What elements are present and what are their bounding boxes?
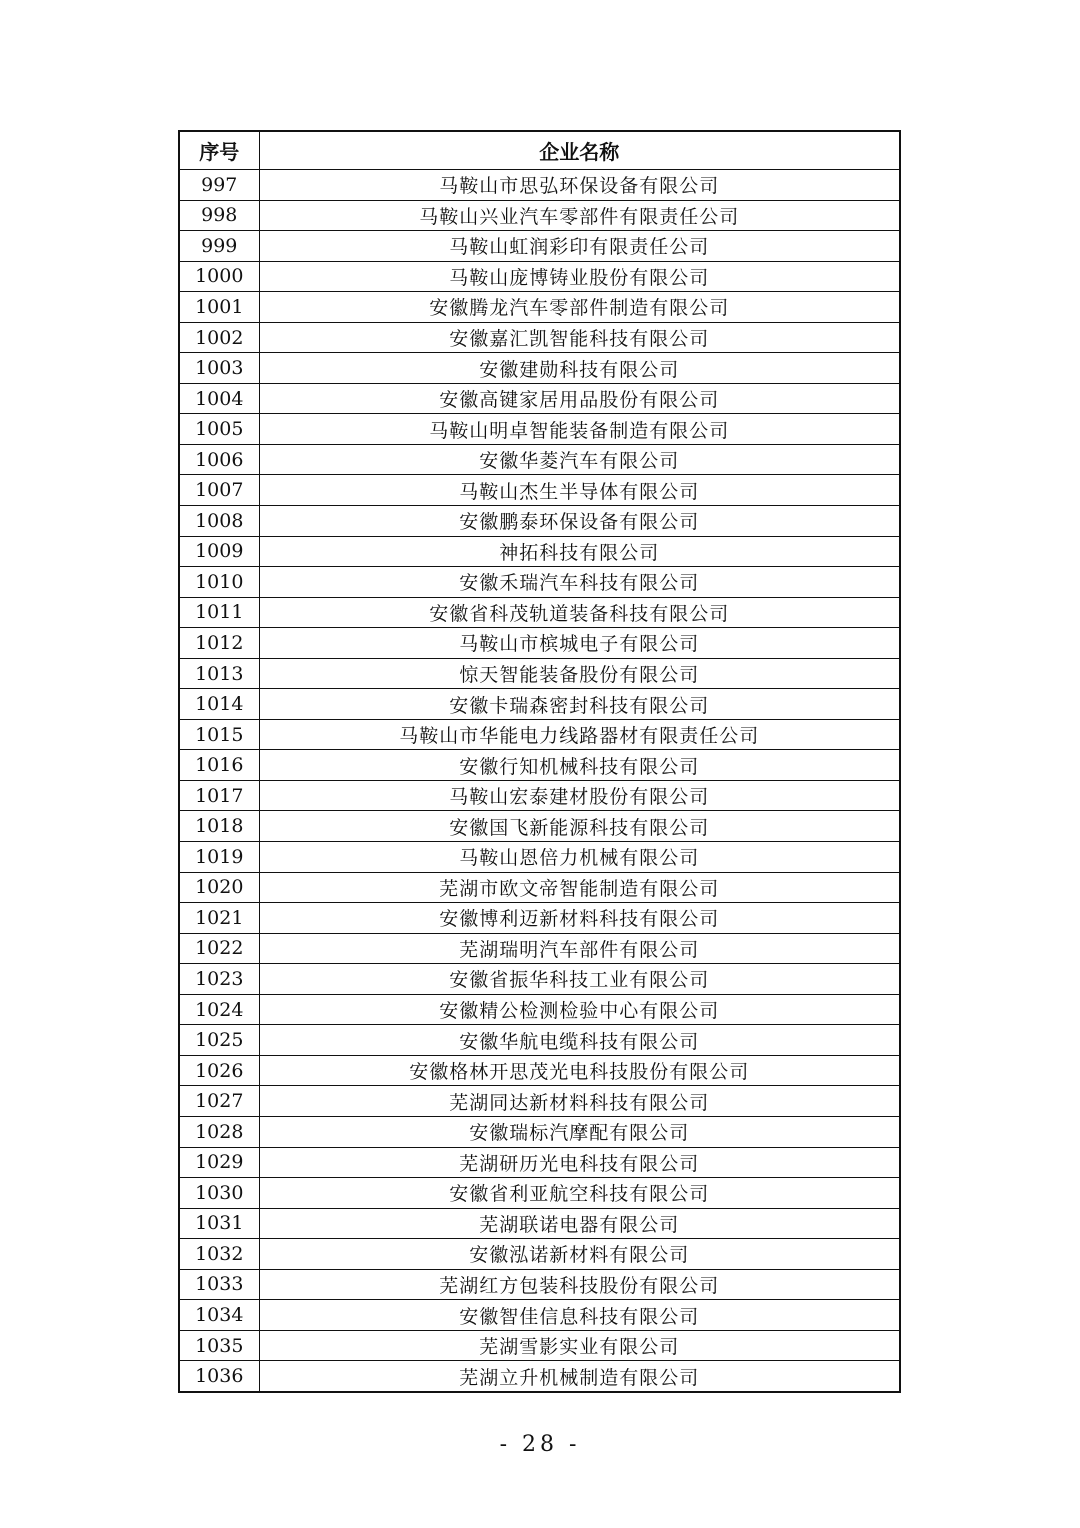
row-enterprise-name: 芜湖联诺电器有限公司 bbox=[259, 1208, 900, 1239]
row-enterprise-name: 芜湖瑞明汽车部件有限公司 bbox=[259, 933, 900, 964]
row-number: 1007 bbox=[179, 475, 259, 506]
row-enterprise-name: 芜湖雪影实业有限公司 bbox=[259, 1330, 900, 1361]
table-row bbox=[179, 200, 900, 231]
table-header-row bbox=[179, 131, 900, 170]
table-row bbox=[179, 994, 900, 1025]
row-number: 1025 bbox=[179, 1025, 259, 1056]
row-number: 999 bbox=[179, 231, 259, 262]
row-number: 1035 bbox=[179, 1330, 259, 1361]
row-number: 1034 bbox=[179, 1300, 259, 1331]
table-row bbox=[179, 842, 900, 873]
table-row bbox=[179, 1300, 900, 1331]
row-enterprise-name: 芜湖立升机械制造有限公司 bbox=[259, 1361, 900, 1392]
table-row bbox=[179, 414, 900, 445]
row-enterprise-name: 安徽禾瑞汽车科技有限公司 bbox=[259, 567, 900, 598]
row-number: 1017 bbox=[179, 780, 259, 811]
row-number: 1013 bbox=[179, 658, 259, 689]
row-number: 1028 bbox=[179, 1116, 259, 1147]
row-number: 1012 bbox=[179, 628, 259, 659]
row-enterprise-name: 马鞍山恩倍力机械有限公司 bbox=[259, 842, 900, 873]
row-number: 1009 bbox=[179, 536, 259, 567]
row-enterprise-name: 安徽格林开思茂光电科技股份有限公司 bbox=[259, 1055, 900, 1086]
row-number: 1016 bbox=[179, 750, 259, 781]
row-number: 1014 bbox=[179, 689, 259, 720]
row-enterprise-name: 安徽嘉汇凯智能科技有限公司 bbox=[259, 322, 900, 353]
row-enterprise-name: 安徽高键家居用品股份有限公司 bbox=[259, 383, 900, 414]
row-enterprise-name: 安徽博利迈新材料科技有限公司 bbox=[259, 903, 900, 934]
row-number: 1026 bbox=[179, 1055, 259, 1086]
row-enterprise-name: 芜湖研历光电科技有限公司 bbox=[259, 1147, 900, 1178]
row-number: 1005 bbox=[179, 414, 259, 445]
table-row bbox=[179, 1116, 900, 1147]
table-row bbox=[179, 750, 900, 781]
table-row bbox=[179, 658, 900, 689]
table-row bbox=[179, 567, 900, 598]
enterprise-table bbox=[178, 130, 901, 1393]
row-enterprise-name: 马鞍山明卓智能装备制造有限公司 bbox=[259, 414, 900, 445]
header-number: 序号 bbox=[179, 131, 259, 170]
row-number: 1018 bbox=[179, 811, 259, 842]
table-row bbox=[179, 1025, 900, 1056]
row-enterprise-name: 安徽瑞标汽摩配有限公司 bbox=[259, 1116, 900, 1147]
row-number: 1033 bbox=[179, 1269, 259, 1300]
row-enterprise-name: 安徽泓诺新材料有限公司 bbox=[259, 1239, 900, 1270]
table-row bbox=[179, 628, 900, 659]
row-number: 1019 bbox=[179, 842, 259, 873]
table-row bbox=[179, 170, 900, 201]
row-enterprise-name: 芜湖市欧文帝智能制造有限公司 bbox=[259, 872, 900, 903]
table-row bbox=[179, 1239, 900, 1270]
row-enterprise-name: 神拓科技有限公司 bbox=[259, 536, 900, 567]
row-enterprise-name: 马鞍山兴业汽车零部件有限责任公司 bbox=[259, 200, 900, 231]
table-row bbox=[179, 1178, 900, 1209]
row-enterprise-name: 马鞍山市思弘环保设备有限公司 bbox=[259, 170, 900, 201]
table-row bbox=[179, 231, 900, 262]
row-enterprise-name: 安徽省振华科技工业有限公司 bbox=[259, 964, 900, 995]
row-number: 1010 bbox=[179, 567, 259, 598]
table-row bbox=[179, 1147, 900, 1178]
table-row bbox=[179, 353, 900, 384]
row-enterprise-name: 马鞍山虹润彩印有限责任公司 bbox=[259, 231, 900, 262]
table-row bbox=[179, 719, 900, 750]
row-number: 1002 bbox=[179, 322, 259, 353]
row-enterprise-name: 安徽智佳信息科技有限公司 bbox=[259, 1300, 900, 1331]
table-row bbox=[179, 444, 900, 475]
row-number: 1032 bbox=[179, 1239, 259, 1270]
table-row bbox=[179, 506, 900, 537]
row-enterprise-name: 安徽建勋科技有限公司 bbox=[259, 353, 900, 384]
row-number: 1022 bbox=[179, 933, 259, 964]
row-number: 1036 bbox=[179, 1361, 259, 1392]
row-number: 1030 bbox=[179, 1178, 259, 1209]
table-row bbox=[179, 597, 900, 628]
header-enterprise-name: 企业名称 bbox=[259, 131, 900, 170]
table-row bbox=[179, 872, 900, 903]
table-row bbox=[179, 536, 900, 567]
row-number: 1023 bbox=[179, 964, 259, 995]
row-enterprise-name: 马鞍山市槟城电子有限公司 bbox=[259, 628, 900, 659]
row-enterprise-name: 安徽鹏泰环保设备有限公司 bbox=[259, 506, 900, 537]
table-body bbox=[179, 170, 900, 1392]
table-row bbox=[179, 933, 900, 964]
row-number: 1001 bbox=[179, 292, 259, 323]
row-number: 1011 bbox=[179, 597, 259, 628]
table-row bbox=[179, 780, 900, 811]
table-row bbox=[179, 383, 900, 414]
table-row bbox=[179, 1086, 900, 1117]
row-enterprise-name: 芜湖红方包装科技股份有限公司 bbox=[259, 1269, 900, 1300]
table-row bbox=[179, 292, 900, 323]
row-enterprise-name: 安徽国飞新能源科技有限公司 bbox=[259, 811, 900, 842]
row-enterprise-name: 安徽华菱汽车有限公司 bbox=[259, 444, 900, 475]
row-enterprise-name: 芜湖同达新材料科技有限公司 bbox=[259, 1086, 900, 1117]
row-number: 1031 bbox=[179, 1208, 259, 1239]
row-enterprise-name: 惊天智能装备股份有限公司 bbox=[259, 658, 900, 689]
row-enterprise-name: 安徽华航电缆科技有限公司 bbox=[259, 1025, 900, 1056]
row-enterprise-name: 安徽省科茂轨道装备科技有限公司 bbox=[259, 597, 900, 628]
table-row bbox=[179, 903, 900, 934]
table-row bbox=[179, 1055, 900, 1086]
table-row bbox=[179, 811, 900, 842]
row-number: 1006 bbox=[179, 444, 259, 475]
row-number: 1004 bbox=[179, 383, 259, 414]
row-number: 1003 bbox=[179, 353, 259, 384]
row-enterprise-name: 安徽卡瑞森密封科技有限公司 bbox=[259, 689, 900, 720]
row-enterprise-name: 马鞍山杰生半导体有限公司 bbox=[259, 475, 900, 506]
row-number: 1008 bbox=[179, 506, 259, 537]
row-enterprise-name: 马鞍山宏泰建材股份有限公司 bbox=[259, 780, 900, 811]
table-row bbox=[179, 475, 900, 506]
row-enterprise-name: 安徽省利亚航空科技有限公司 bbox=[259, 1178, 900, 1209]
row-number: 1029 bbox=[179, 1147, 259, 1178]
row-number: 1021 bbox=[179, 903, 259, 934]
row-number: 997 bbox=[179, 170, 259, 201]
row-enterprise-name: 安徽腾龙汽车零部件制造有限公司 bbox=[259, 292, 900, 323]
table-row bbox=[179, 1269, 900, 1300]
table-row bbox=[179, 964, 900, 995]
row-enterprise-name: 马鞍山庞博铸业股份有限公司 bbox=[259, 261, 900, 292]
row-enterprise-name: 安徽行知机械科技有限公司 bbox=[259, 750, 900, 781]
row-number: 1000 bbox=[179, 261, 259, 292]
table-row bbox=[179, 322, 900, 353]
row-number: 1020 bbox=[179, 872, 259, 903]
table-row bbox=[179, 1208, 900, 1239]
table-row bbox=[179, 261, 900, 292]
row-enterprise-name: 马鞍山市华能电力线路器材有限责任公司 bbox=[259, 719, 900, 750]
row-number: 998 bbox=[179, 200, 259, 231]
row-enterprise-name: 安徽精公检测检验中心有限公司 bbox=[259, 994, 900, 1025]
row-number: 1024 bbox=[179, 994, 259, 1025]
table-row bbox=[179, 689, 900, 720]
row-number: 1015 bbox=[179, 719, 259, 750]
table-row bbox=[179, 1330, 900, 1361]
page-number: - 28 - bbox=[499, 1432, 581, 1457]
row-number: 1027 bbox=[179, 1086, 259, 1117]
table-row bbox=[179, 1361, 900, 1392]
